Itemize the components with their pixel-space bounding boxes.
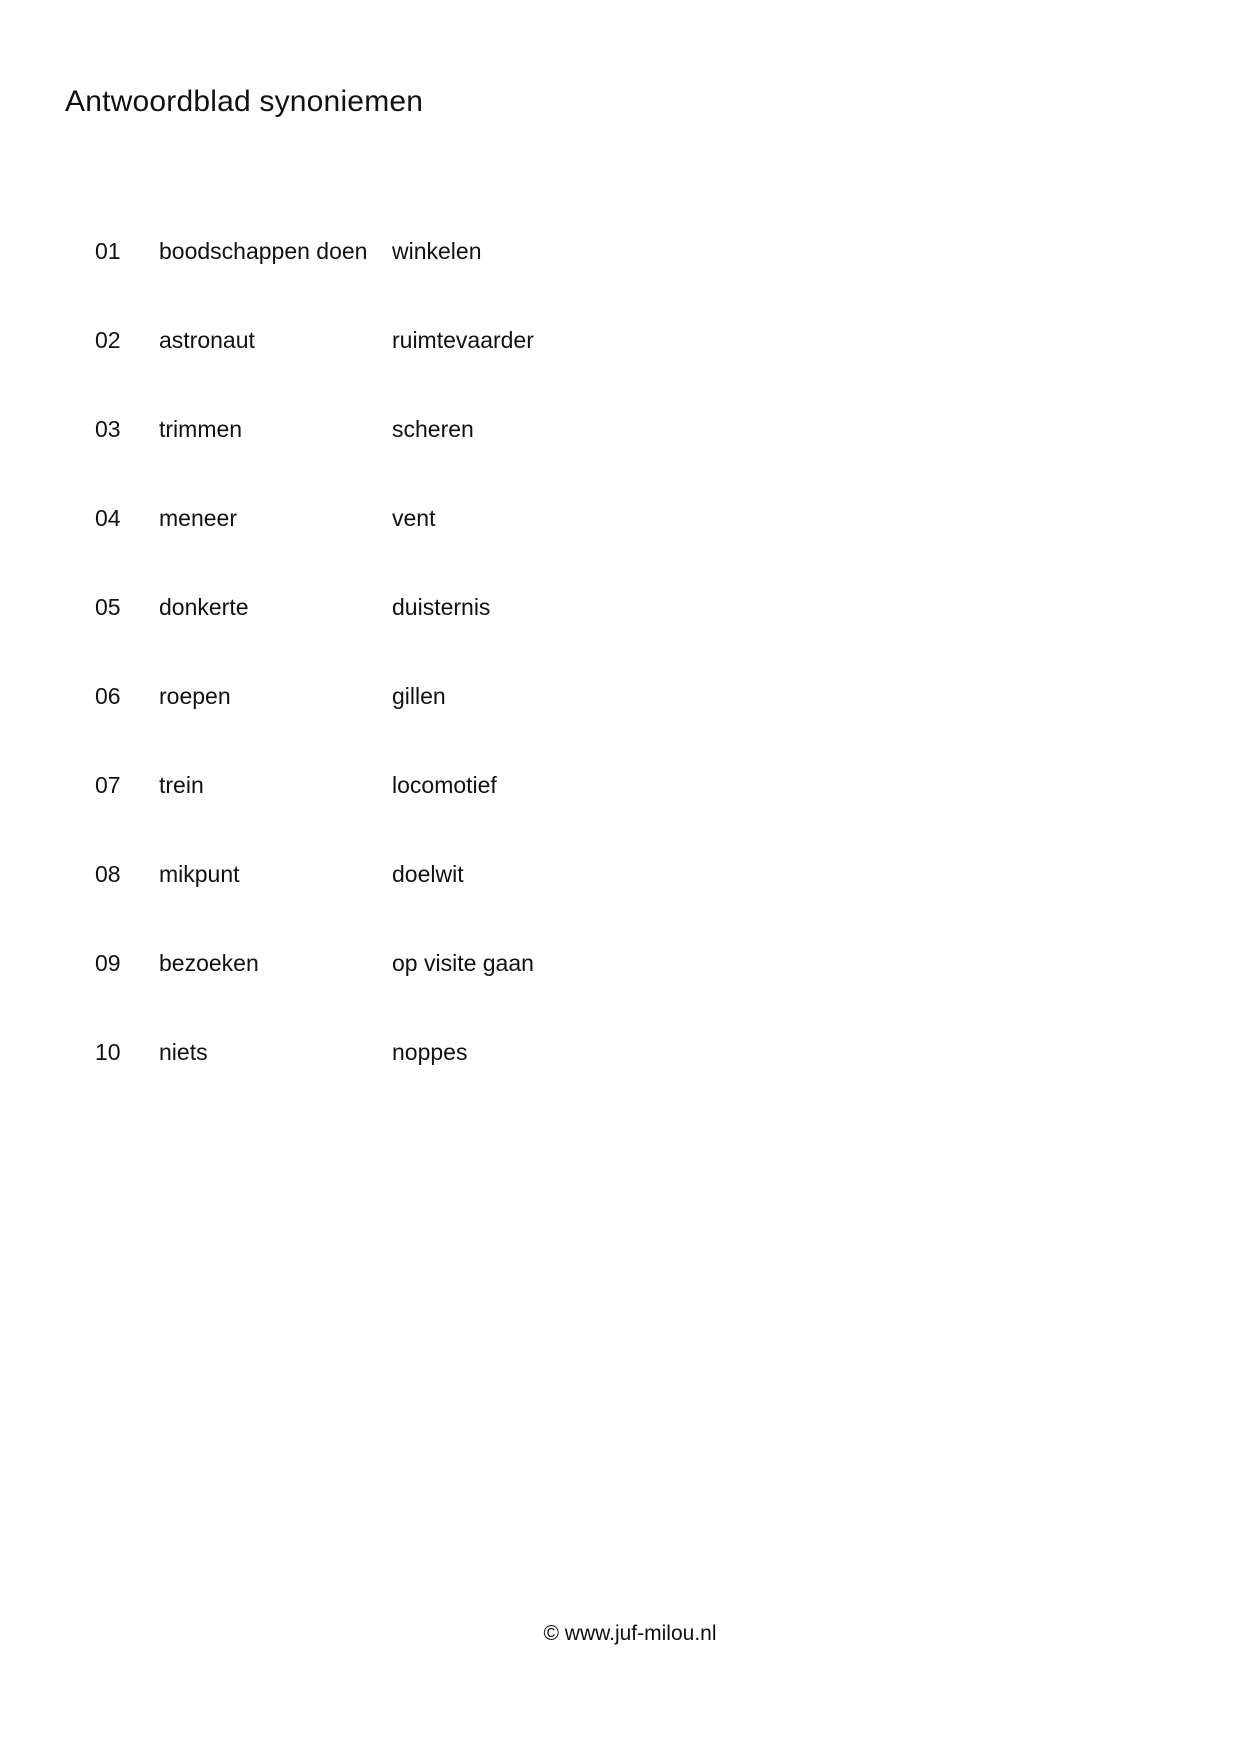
item-number: 07 <box>95 772 121 798</box>
list-item <box>0 503 1240 533</box>
page-title: Antwoordblad synoniemen <box>65 85 424 118</box>
item-number: 01 <box>95 238 121 264</box>
list-item <box>0 325 1240 355</box>
list-item <box>0 859 1240 889</box>
list-item <box>0 592 1240 622</box>
item-number: 04 <box>95 505 121 531</box>
item-synonym: noppes <box>392 1039 468 1065</box>
item-synonym: vent <box>392 505 436 531</box>
list-item <box>0 236 1240 266</box>
item-synonym: ruimtevaarder <box>392 327 534 353</box>
item-word: mikpunt <box>159 861 240 887</box>
item-synonym: locomotief <box>392 772 497 798</box>
list-item <box>0 414 1240 444</box>
item-word: roepen <box>159 683 231 709</box>
item-word: trein <box>159 772 204 798</box>
item-word: niets <box>159 1039 208 1065</box>
item-synonym: doelwit <box>392 861 464 887</box>
item-word: donkerte <box>159 594 249 620</box>
list-item <box>0 770 1240 800</box>
item-number: 10 <box>95 1039 121 1065</box>
item-synonym: op visite gaan <box>392 950 534 976</box>
copyright-footer: © www.juf-milou.nl <box>543 1622 717 1645</box>
item-synonym: gillen <box>392 683 446 709</box>
item-number: 02 <box>95 327 121 353</box>
item-number: 06 <box>95 683 121 709</box>
list-item <box>0 681 1240 711</box>
item-number: 08 <box>95 861 121 887</box>
item-number: 09 <box>95 950 121 976</box>
item-synonym: scheren <box>392 416 474 442</box>
item-synonym: duisternis <box>392 594 491 620</box>
item-word: bezoeken <box>159 950 259 976</box>
item-synonym: winkelen <box>392 238 482 264</box>
list-item <box>0 1037 1240 1067</box>
item-word: meneer <box>159 505 237 531</box>
item-word: boodschappen doen <box>159 238 368 264</box>
item-number: 03 <box>95 416 121 442</box>
item-word: astronaut <box>159 327 255 353</box>
item-word: trimmen <box>159 416 243 442</box>
item-number: 05 <box>95 594 121 620</box>
list-item <box>0 948 1240 978</box>
